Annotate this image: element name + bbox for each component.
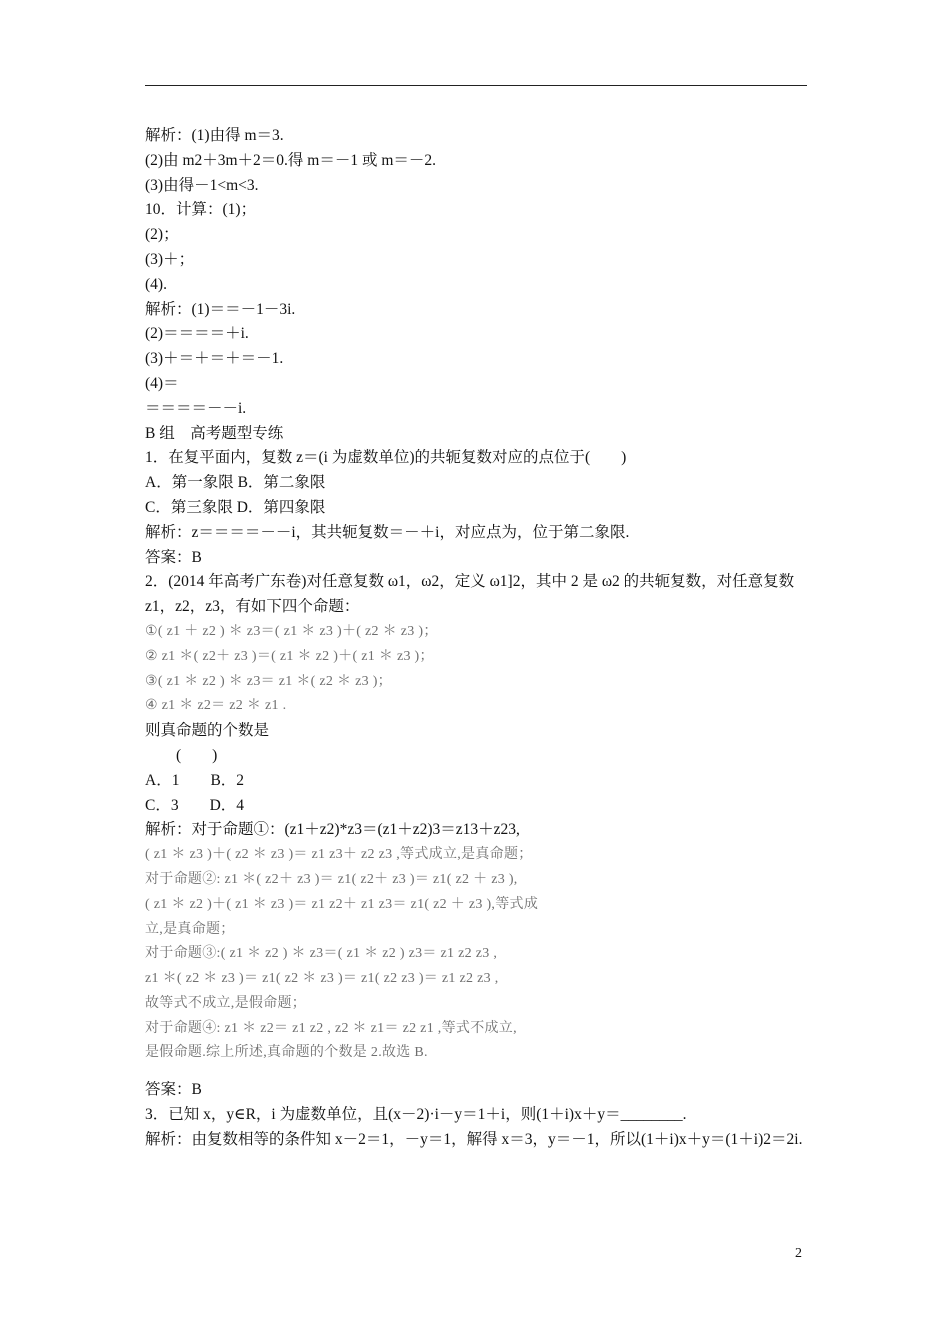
text-line: ( ) [145, 746, 218, 764]
header-rule [145, 85, 807, 86]
text-line: 则真命题的个数是 [145, 722, 270, 740]
text-line: (2)； [145, 226, 179, 244]
proposition-line: ② z1 ＊( z2＋ z3 )＝( z1 ＊ z2 )＋( z1 ＊ z3 )； [145, 648, 434, 664]
text-line: 解析：z＝＝＝＝－－i，其共轭复数＝－＋i，对应点为，位于第二象限. [145, 523, 630, 541]
analysis-line: ( z1 ＊ z3 )＋( z2 ＊ z3 )＝ z1 z3＋ z2 z3 ,等式成立,是真命题； [145, 847, 533, 863]
analysis-line: 是假命题.综上所述,真命题的个数是 2.故选 B. [145, 1045, 428, 1061]
answer-line: 答案：B [145, 548, 202, 566]
document-body [145, 124, 807, 1153]
proposition-line: ①( z1 ＋ z2 ) ＊ z3＝( z1 ＊ z3 )＋( z2 ＊ z3 )； [145, 623, 438, 639]
text-line: 解析：(1)由得 m＝3. [145, 127, 284, 144]
text-line: 解析：对于命题①：(z1＋z2)*z3＝(z1＋z2)3＝z13＋z23, [145, 821, 520, 839]
analysis-line: 对于命题④: z1 ＊ z2＝ z1 z2 , z2 ＊ z1＝ z2 z1 ,等式不成立, [145, 1020, 517, 1036]
choice-line: C．第三象限 D．第四象限 [145, 498, 326, 516]
section-heading: B 组 高考题型专练 [145, 424, 284, 442]
spacer [145, 1066, 807, 1078]
text-line: (4). [145, 275, 167, 293]
analysis-line: 对于命题②: z1 ＊( z2＋ z3 )＝ z1( z2＋ z3 )＝ z1( z2 ＋ z3 ), [145, 871, 518, 887]
question-3: 3．已知 x，y∈R，i 为虚数单位，且(x－2)·i－y＝1＋i，则(1＋i)x＋y＝________. [145, 1106, 687, 1124]
choice-line: A．1 B．2 [145, 771, 245, 789]
question-1: 1．在复平面内，复数 z＝(i 为虚数单位)的共轭复数对应的点位于( ) [145, 449, 627, 467]
text-line: 10．计算：(1)； [145, 201, 257, 219]
page-number: 2 [795, 1246, 802, 1261]
analysis-line: z1 ＊( z2 ＊ z3 )＝ z1( z2 ＊ z3 )＝ z1( z2 z3 )＝ z1 z2 z3 , [145, 971, 499, 987]
analysis-line: ( z1 ＊ z2 )＋( z1 ＊ z3 )＝ z1 z2＋ z1 z3＝ z1( z2 ＋ z3 ),等式成 [145, 896, 539, 912]
proposition-line: ③( z1 ＊ z2 ) ＊ z3＝ z1 ＊( z2 ＊ z3 )； [145, 673, 392, 689]
text-line: (2)＝＝＝＝＋i. [145, 325, 249, 343]
text-line: (2)由 m2＋3m＋2＝0.得 m＝－1 或 m＝－2. [145, 151, 437, 169]
analysis-line: 对于命题③:( z1 ＊ z2 ) ＊ z3＝( z1 ＊ z2 ) z3＝ z1 z2 z3 , [145, 946, 498, 962]
text-line: (3)＋＝＋＝＋＝－1. [145, 350, 284, 368]
text-line: ＝＝＝＝－－i. [145, 399, 247, 417]
text-line: (4)＝ [145, 374, 179, 392]
answer-line: 答案：B [145, 1081, 202, 1099]
text-line: 解析：由复数相等的条件知 x－2＝1，－y＝1，解得 x＝3，y＝－1，所以(1＋i)x＋y＝(1＋i)2＝2i. [145, 1130, 803, 1148]
choice-line: C．3 D．4 [145, 796, 245, 814]
choice-line: A．第一象限 B．第二象限 [145, 474, 326, 492]
proposition-line: ④ z1 ＊ z2＝ z2 ＊ z1 . [145, 698, 287, 714]
text-line: 解析：(1)＝＝－1－3i. [145, 300, 296, 318]
text-line: (3)由得－1<m<3. [145, 176, 259, 194]
analysis-line: 故等式不成立,是假命题； [145, 995, 307, 1011]
question-2: 2．(2014 年高考广东卷)对任意复数 ω1，ω2，定义 ω1]2，其中 2 是 ω2 的共轭复数，对任意复数 z1，z2，z3，有如下四个命题： [145, 573, 795, 616]
text-line: (3)＋； [145, 250, 195, 268]
analysis-line: 立,是真命题； [145, 921, 235, 937]
